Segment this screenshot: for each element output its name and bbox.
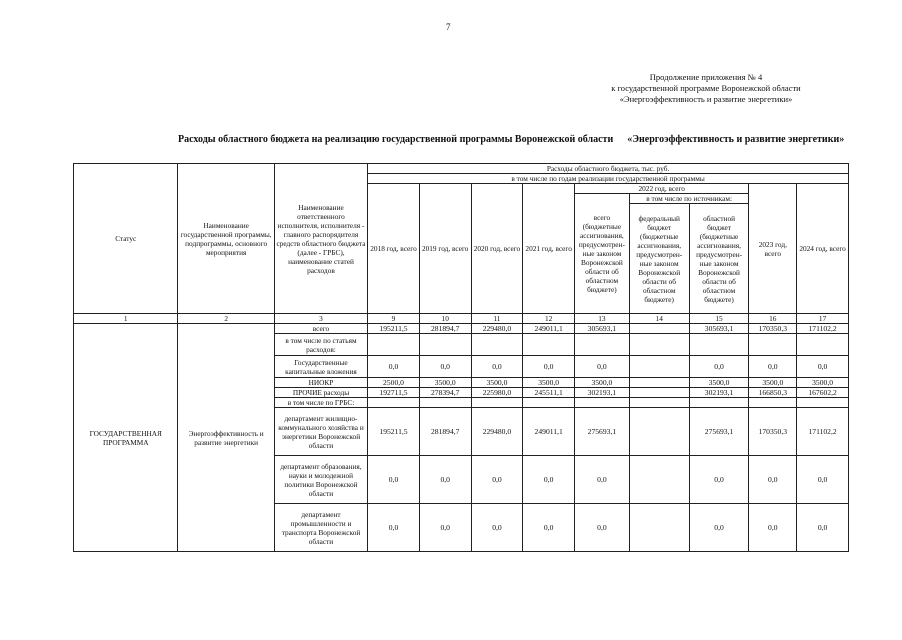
value-cell — [629, 408, 689, 456]
value-cell — [629, 324, 689, 334]
value-cell — [629, 356, 689, 378]
row-label: в том числе по ГРБС: — [274, 398, 367, 408]
value-cell: 281894,7 — [419, 408, 471, 456]
value-cell: 278394,7 — [419, 388, 471, 398]
col-number: 12 — [523, 314, 575, 324]
row-label: Государственные капитальные вложения — [274, 356, 367, 378]
value-cell: 3500,0 — [797, 378, 849, 388]
value-cell: 3500,0 — [419, 378, 471, 388]
value-cell — [797, 398, 849, 408]
value-cell: 2500,0 — [368, 378, 420, 388]
value-cell: 166850,3 — [749, 388, 797, 398]
value-cell — [689, 398, 749, 408]
value-cell — [749, 398, 797, 408]
value-cell — [368, 398, 420, 408]
value-cell: 3500,0 — [575, 378, 630, 388]
budget-table — [73, 163, 849, 552]
header-2021: 2021 год, всего — [523, 184, 575, 314]
value-cell: 0,0 — [689, 456, 749, 504]
header-by-years: в том числе по годам реализации государственной программы — [368, 174, 849, 184]
value-cell: 275693,1 — [689, 408, 749, 456]
header-sources: в том числе по источникам: — [629, 194, 749, 204]
value-cell: 0,0 — [523, 456, 575, 504]
value-cell: 245511,1 — [523, 388, 575, 398]
title-main: Расходы областного бюджета на реализацию государственной программы Воронежской области — [178, 134, 614, 145]
value-cell: 0,0 — [749, 456, 797, 504]
col-number: 15 — [689, 314, 749, 324]
value-cell — [629, 378, 689, 388]
value-cell: 0,0 — [471, 356, 523, 378]
header-expenses: Расходы областного бюджета, тыс. руб. — [368, 164, 849, 174]
value-cell — [749, 334, 797, 356]
page-number: 7 — [446, 22, 451, 32]
value-cell: 171102,2 — [797, 408, 849, 456]
value-cell — [575, 334, 630, 356]
value-cell: 170350,3 — [749, 408, 797, 456]
value-cell: 171102,2 — [797, 324, 849, 334]
value-cell — [689, 334, 749, 356]
value-cell — [368, 334, 420, 356]
title-program: «Энергоэффективность и развитие энергетики» — [627, 134, 845, 145]
row-label: департамент промышленности и транспорта Воронежской области — [274, 504, 367, 552]
col-number: 10 — [419, 314, 471, 324]
value-cell: 229480,0 — [471, 408, 523, 456]
table-row — [74, 324, 849, 334]
value-cell: 0,0 — [689, 504, 749, 552]
header-2023: 2023 год, всего — [749, 184, 797, 314]
appendix-line: «Энергоэффективность и развитие энергетики» — [619, 94, 793, 104]
value-cell — [523, 398, 575, 408]
value-cell: 0,0 — [797, 356, 849, 378]
col-number: 3 — [274, 314, 367, 324]
value-cell: 0,0 — [749, 356, 797, 378]
header-executor: Наименование ответственного исполнителя, исполнителя - главного распорядителя средств областного бюджета (далее - ГРБС), наименование статей расходов — [274, 164, 367, 314]
value-cell: 0,0 — [419, 356, 471, 378]
value-cell: 0,0 — [689, 356, 749, 378]
value-cell: 0,0 — [797, 504, 849, 552]
row-label: департамент жилищно-коммунального хозяйства и энергетики Воронежской области — [274, 408, 367, 456]
row-label: НИОКР — [274, 378, 367, 388]
header-2020: 2020 год, всего — [471, 184, 523, 314]
row-label: всего — [274, 324, 367, 334]
value-cell: 0,0 — [419, 504, 471, 552]
value-cell — [523, 334, 575, 356]
status-cell: ГОСУДАРСТВЕННАЯ ПРОГРАММА — [74, 324, 178, 552]
value-cell: 3500,0 — [471, 378, 523, 388]
value-cell: 305693,1 — [689, 324, 749, 334]
col-number: 1 — [74, 314, 178, 324]
value-cell: 0,0 — [471, 456, 523, 504]
header-status: Статус — [74, 164, 178, 314]
header-2019: 2019 год, всего — [419, 184, 471, 314]
value-cell — [629, 398, 689, 408]
value-cell: 0,0 — [575, 456, 630, 504]
col-number: 9 — [368, 314, 420, 324]
document-title — [178, 134, 844, 145]
value-cell: 0,0 — [797, 456, 849, 504]
value-cell: 192711,5 — [368, 388, 420, 398]
value-cell: 0,0 — [575, 356, 630, 378]
value-cell: 302193,1 — [575, 388, 630, 398]
row-label: департамент образования, науки и молодежной политики Воронежской области — [274, 456, 367, 504]
header-program-name: Наименование государственной программы, подпрограммы, основного мероприятия — [178, 164, 274, 314]
value-cell — [419, 398, 471, 408]
program-cell: Энергоэффективность и развитие энергетики — [178, 324, 274, 552]
value-cell: 0,0 — [419, 456, 471, 504]
value-cell: 275693,1 — [575, 408, 630, 456]
header-2018: 2018 год, всего — [368, 184, 420, 314]
value-cell — [419, 334, 471, 356]
value-cell: 229480,0 — [471, 324, 523, 334]
value-cell — [575, 398, 630, 408]
col-number: 14 — [629, 314, 689, 324]
value-cell: 170350,3 — [749, 324, 797, 334]
value-cell: 225980,0 — [471, 388, 523, 398]
header-federal: федеральный бюджет (бюджетные ассигнования, предусмотрен-ные законом Воронежской области об областном бюджете) — [629, 204, 689, 314]
header-regional: областной бюджет (бюджетные ассигнования, предусмотрен-ные законом Воронежской области об областном бюджете) — [689, 204, 749, 314]
value-cell: 195211,5 — [368, 408, 420, 456]
header-2022-group: 2022 год, всего — [575, 184, 749, 194]
value-cell — [629, 456, 689, 504]
value-cell: 0,0 — [523, 356, 575, 378]
value-cell — [797, 334, 849, 356]
value-cell: 281894,7 — [419, 324, 471, 334]
value-cell: 3500,0 — [523, 378, 575, 388]
value-cell: 249011,1 — [523, 408, 575, 456]
value-cell: 249011,1 — [523, 324, 575, 334]
value-cell — [629, 334, 689, 356]
header-2024: 2024 год, всего — [797, 184, 849, 314]
value-cell: 0,0 — [471, 504, 523, 552]
col-number: 11 — [471, 314, 523, 324]
value-cell: 0,0 — [368, 504, 420, 552]
value-cell: 0,0 — [368, 456, 420, 504]
appendix-line: Продолжение приложения № 4 — [649, 72, 763, 82]
value-cell: 3500,0 — [689, 378, 749, 388]
col-number: 2 — [178, 314, 274, 324]
value-cell: 302193,1 — [689, 388, 749, 398]
value-cell: 167602,2 — [797, 388, 849, 398]
appendix-note — [576, 72, 836, 105]
value-cell: 0,0 — [368, 356, 420, 378]
column-number-row — [74, 314, 849, 324]
value-cell — [629, 388, 689, 398]
value-cell: 195211,5 — [368, 324, 420, 334]
col-number: 17 — [797, 314, 849, 324]
row-label: ПРОЧИЕ расходы — [274, 388, 367, 398]
value-cell: 0,0 — [523, 504, 575, 552]
col-number: 16 — [749, 314, 797, 324]
header-2022-total: всего (бюджетные ассигнования, предусмотрен-ные законом Воронежской области об областном бюджете) — [575, 194, 630, 314]
value-cell: 305693,1 — [575, 324, 630, 334]
row-label: в том числе по статьям расходов: — [274, 334, 367, 356]
value-cell — [471, 334, 523, 356]
value-cell: 3500,0 — [749, 378, 797, 388]
value-cell: 0,0 — [749, 504, 797, 552]
value-cell — [629, 504, 689, 552]
value-cell — [471, 398, 523, 408]
value-cell: 0,0 — [575, 504, 630, 552]
col-number: 13 — [575, 314, 630, 324]
appendix-line: к государственной программе Воронежской области — [611, 83, 801, 93]
